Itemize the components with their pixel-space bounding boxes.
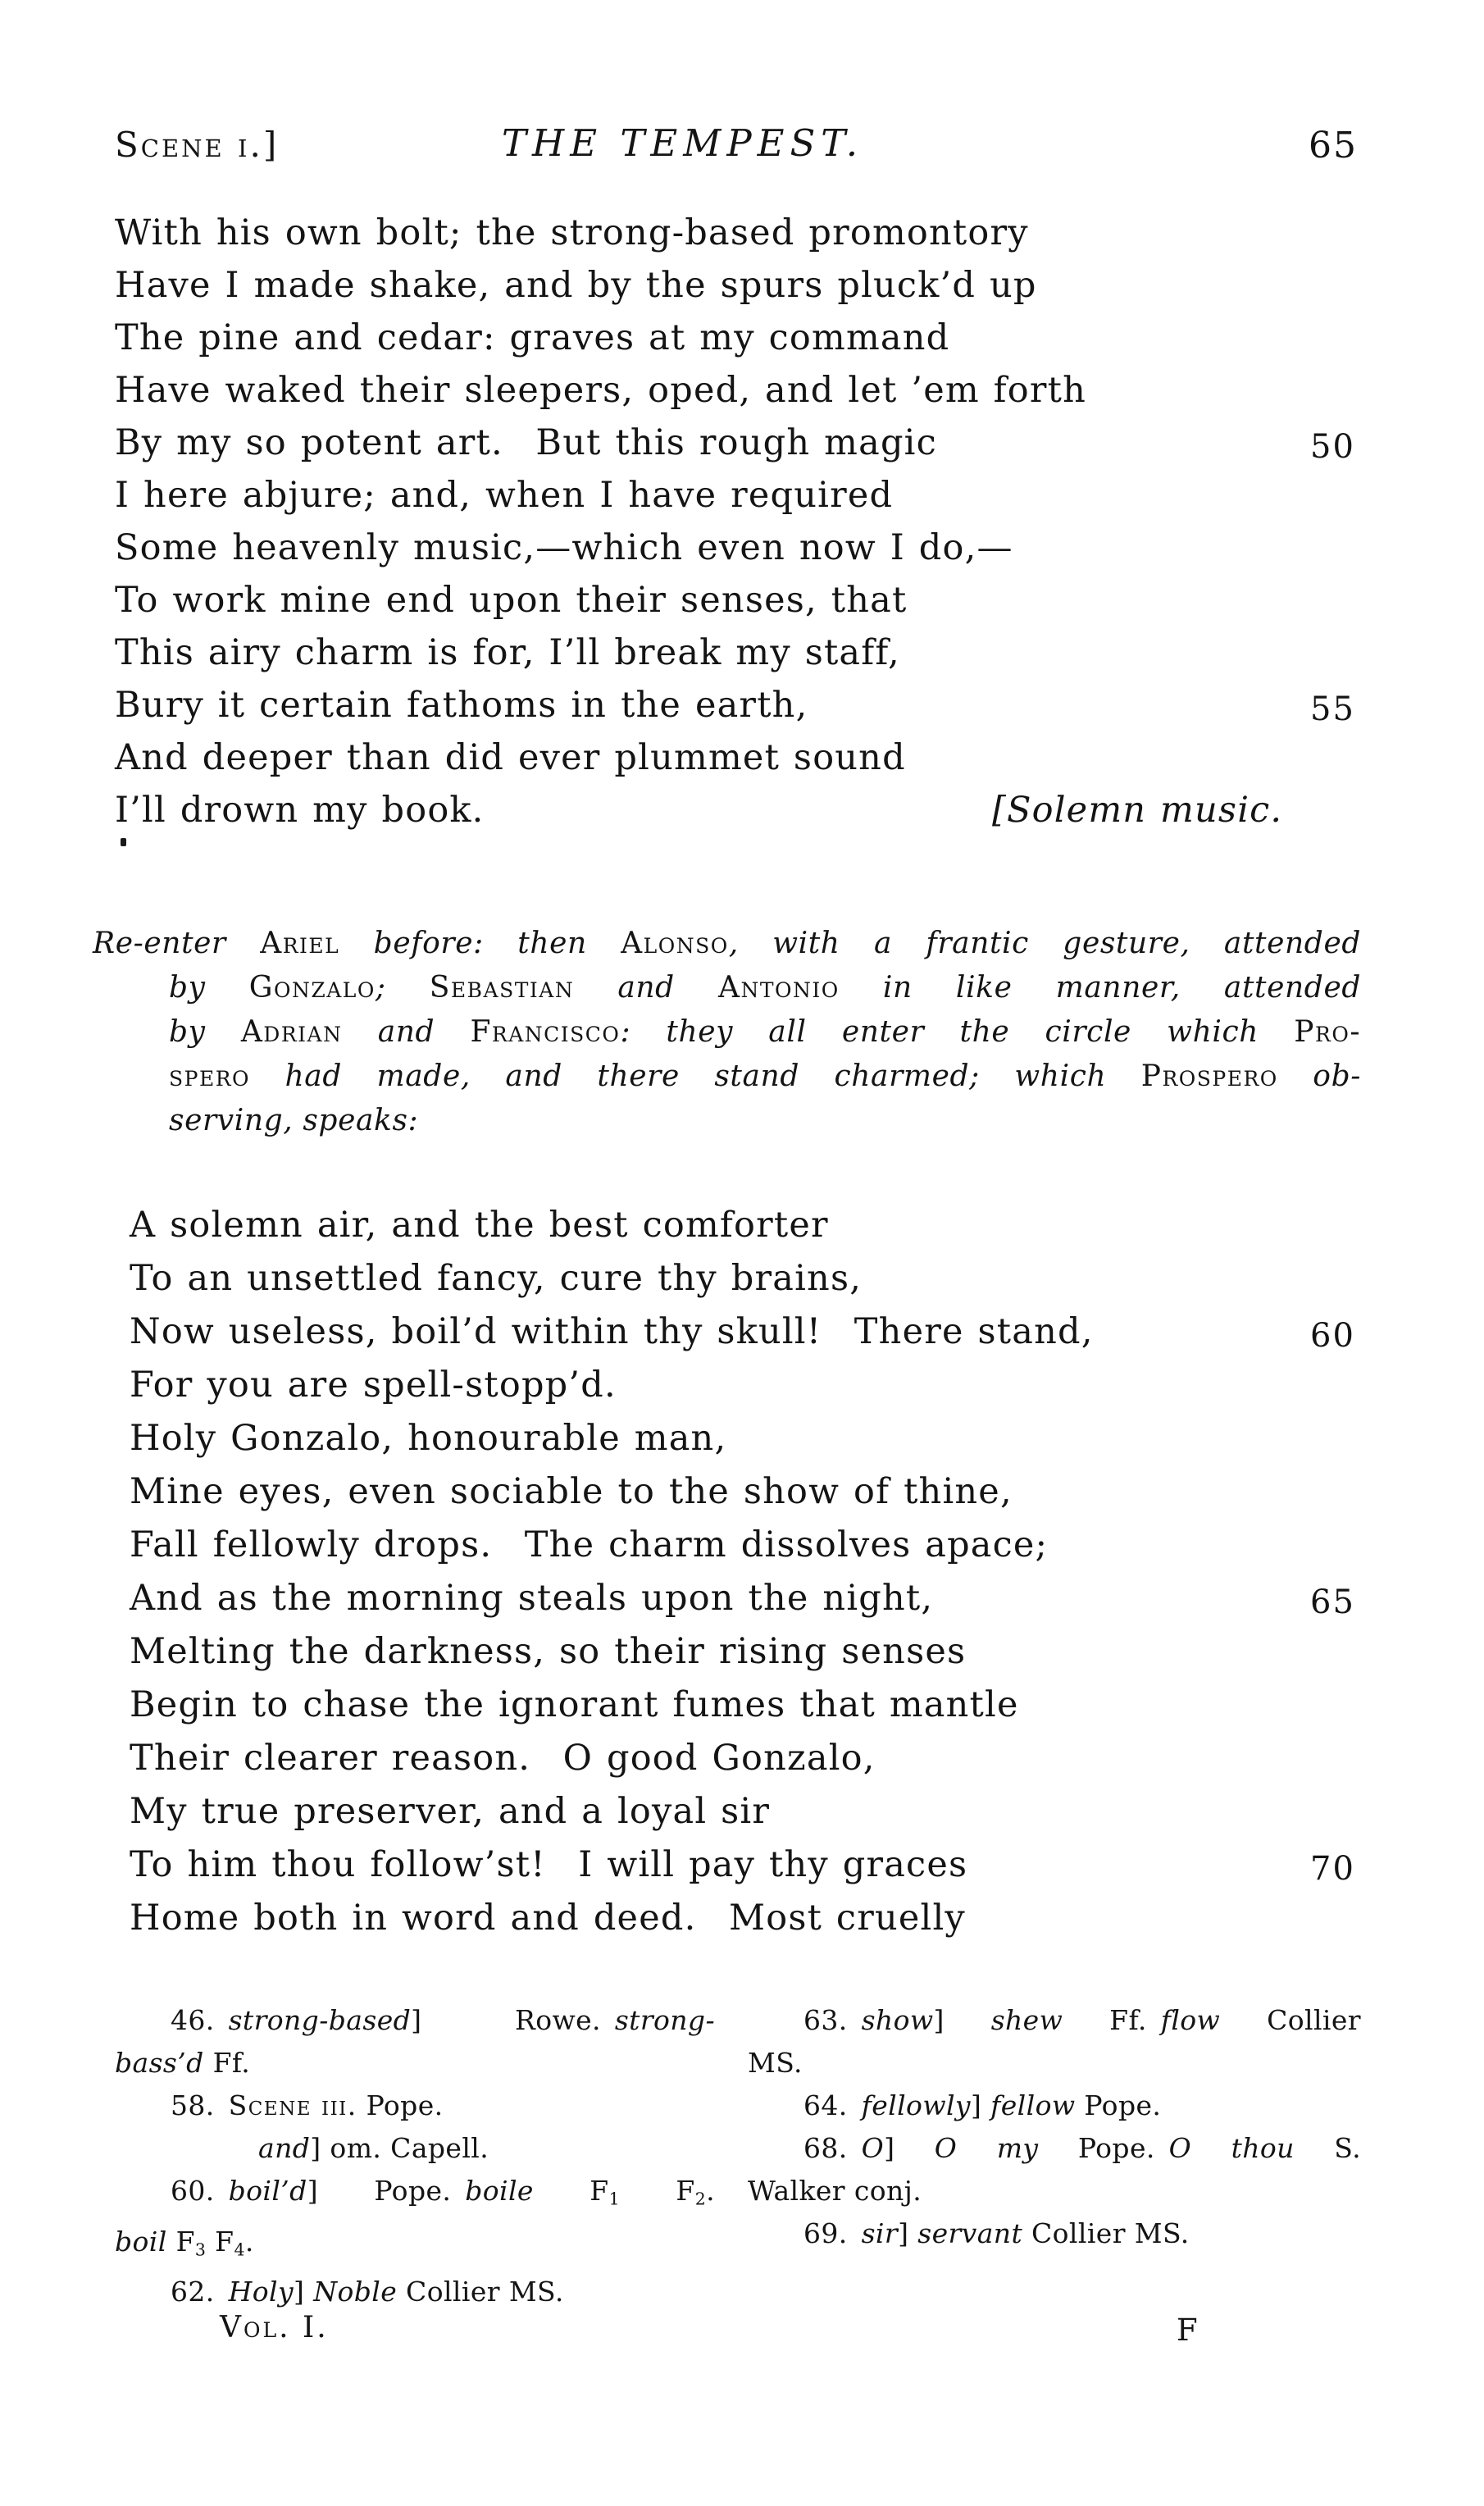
verse-line-text: Bury it certain fathoms in the earth, xyxy=(115,685,808,726)
text-segment: F xyxy=(619,2175,695,2207)
verse-line-text: Have waked their sleepers, oped, and let ’em forth xyxy=(115,370,1087,411)
verse-line xyxy=(115,731,1086,784)
text-segment: show xyxy=(861,2004,934,2036)
verse-line xyxy=(130,1252,1094,1305)
text-segment: Antonio xyxy=(717,971,840,1005)
footnotes-left-column xyxy=(115,1999,715,2313)
margin-line-number: 70 xyxy=(1310,1850,1355,1888)
text-segment: Collier MS. xyxy=(1022,2217,1190,2249)
text-segment: fellowly xyxy=(861,2089,971,2121)
text-segment: ] Pope. xyxy=(307,2175,466,2207)
footnote-line xyxy=(115,2085,715,2127)
text-segment: 69. xyxy=(803,2217,862,2249)
verse-line-text: A solemn air, and the best comforter xyxy=(130,1205,829,1246)
footnote-line xyxy=(748,2085,1361,2127)
text-segment: Pro- xyxy=(1294,1015,1361,1049)
text-segment: 58. xyxy=(171,2089,229,2121)
text-segment: before: then xyxy=(339,927,621,960)
text-segment: Ff. xyxy=(203,2047,251,2079)
verse-line xyxy=(115,469,1086,522)
text-segment: Pope. xyxy=(1075,2089,1162,2121)
text-segment: boil’d xyxy=(228,2175,307,2207)
verse-line xyxy=(115,574,1086,626)
verse-line xyxy=(115,417,1355,469)
verse-line xyxy=(130,1625,1094,1679)
text-segment: ] xyxy=(970,2089,991,2121)
verse-line xyxy=(130,1785,1094,1838)
verse-line-text: The pine and cedar: graves at my command xyxy=(115,317,950,358)
volume-label: Vol. I. xyxy=(220,2311,329,2344)
verse-line-text: With his own bolt; the strong-based promontory xyxy=(115,212,1029,253)
verse-line-text: Mine eyes, even sociable to the show of thine, xyxy=(130,1471,1013,1512)
text-segment: . xyxy=(244,2225,254,2258)
verse-line-text: To work mine end upon their senses, that xyxy=(115,580,908,621)
text-segment: O thou xyxy=(1168,2132,1295,2164)
verse-line-text: By my so potent art. But this rough magic xyxy=(115,422,937,463)
text-segment: Alonso xyxy=(621,927,729,960)
text-segment: 46. xyxy=(171,2004,229,2036)
text-segment: and xyxy=(574,971,718,1005)
text-segment: Prospero xyxy=(1140,1059,1278,1093)
text-segment: had made, and there stand charmed; which xyxy=(250,1059,1141,1093)
text-segment: Francisco xyxy=(470,1015,621,1049)
text-segment: 68. xyxy=(803,2132,862,2164)
verse-line-text: My true preserver, and a loyal sir xyxy=(130,1791,771,1832)
verse-line xyxy=(115,259,1086,312)
verse-line xyxy=(115,522,1086,574)
text-segment: ] xyxy=(294,2276,314,2308)
verse-line xyxy=(115,312,1086,364)
text-segment: 60. xyxy=(171,2175,229,2207)
text-segment: by xyxy=(169,1015,241,1049)
verse-line xyxy=(115,207,1086,259)
verse-line-text: I’ll drown my book. xyxy=(115,790,485,831)
stage-direction-line xyxy=(93,1055,1361,1099)
verse-line-text: To an unsettled fancy, cure thy brains, xyxy=(130,1258,863,1299)
verse-line-text: This airy charm is for, I’ll break my staff, xyxy=(115,632,900,673)
stage-direction-line xyxy=(93,966,1361,1010)
footnote-line xyxy=(748,2042,1361,2085)
text-segment: spero xyxy=(169,1059,251,1093)
margin-line-number: 50 xyxy=(1310,428,1355,466)
text-segment: and xyxy=(342,1015,471,1049)
text-segment: fellow xyxy=(990,2089,1076,2121)
stage-direction-line xyxy=(93,922,1361,966)
footnote-line xyxy=(748,2212,1361,2255)
verse-line-text: For you are spell-stopp’d. xyxy=(130,1365,617,1406)
verse-line-text: I here abjure; and, when I have required xyxy=(115,475,894,516)
running-scene-label: Scene i.] xyxy=(115,125,280,165)
text-segment: ] xyxy=(898,2217,918,2249)
text-segment: Collier MS. xyxy=(397,2276,564,2308)
text-segment: 1 xyxy=(608,2189,620,2209)
text-segment: Walker conj. xyxy=(748,2175,922,2207)
text-segment: ] Rowe. xyxy=(411,2004,615,2036)
footnote-line xyxy=(115,1999,715,2042)
text-segment: boil xyxy=(115,2225,167,2258)
verse-line xyxy=(115,364,1086,417)
verse-line xyxy=(130,1572,1355,1625)
verse-line xyxy=(130,1519,1094,1572)
text-segment: serving, speaks: xyxy=(169,1104,419,1137)
text-segment: , with a frantic gesture, attended xyxy=(728,927,1361,960)
footnote-line xyxy=(748,2127,1361,2170)
footnotes-right-column xyxy=(748,1999,1361,2255)
text-segment: MS. xyxy=(748,2047,803,2079)
verse-line xyxy=(130,1199,1094,1252)
verse-line xyxy=(130,1412,1094,1465)
text-segment: 62. xyxy=(171,2276,229,2308)
text-segment: ] xyxy=(933,2004,991,2036)
verse-line-text: Home both in word and deed. Most cruelly xyxy=(130,1898,966,1939)
text-segment: boile xyxy=(465,2175,534,2207)
text-segment: Holy xyxy=(228,2276,294,2308)
verse-line-text: Some heavenly music,—which even now I do,— xyxy=(115,527,1013,568)
verse-line xyxy=(130,1305,1355,1359)
signature-mark: F xyxy=(1177,2312,1198,2348)
text-segment: ] om. Capell. xyxy=(310,2132,489,2164)
text-segment: shew xyxy=(990,2004,1063,2036)
margin-line-number: 60 xyxy=(1310,1317,1355,1355)
text-segment: and xyxy=(258,2132,311,2164)
text-segment: 3 xyxy=(194,2239,207,2260)
text-segment: Noble xyxy=(313,2276,398,2308)
text-segment: 64. xyxy=(803,2089,862,2121)
text-segment: Pope. xyxy=(1038,2132,1169,2164)
text-segment: F xyxy=(166,2225,195,2258)
text-segment: sir xyxy=(861,2217,899,2249)
text-segment: 63. xyxy=(803,2004,862,2036)
prospero-speech-block-2 xyxy=(130,1199,1355,1945)
verse-line-text: Begin to chase the ignorant fumes that mantle xyxy=(130,1684,1019,1725)
text-segment: ] xyxy=(884,2132,935,2164)
footnote-line xyxy=(748,2170,1361,2212)
verse-line-text: Now useless, boil’d within thy skull! There stand, xyxy=(130,1311,1094,1352)
footnote-line xyxy=(115,2042,715,2085)
text-segment: strong- xyxy=(614,2004,715,2036)
running-title: THE TEMPEST. xyxy=(502,121,864,165)
verse-line xyxy=(115,679,1355,731)
verse-line xyxy=(115,626,1086,679)
text-segment: F xyxy=(206,2225,234,2258)
verse-line-text: Have I made shake, and by the spurs pluck’d up xyxy=(115,265,1037,306)
text-segment: : they all enter the circle which xyxy=(620,1015,1295,1049)
text-segment: F xyxy=(533,2175,609,2207)
verse-line-text: Holy Gonzalo, honourable man, xyxy=(130,1418,727,1459)
margin-line-number: 65 xyxy=(1310,1583,1355,1621)
verse-line xyxy=(130,1359,1094,1412)
footnote-line xyxy=(115,2170,715,2221)
verse-line xyxy=(115,784,1283,836)
text-segment: by xyxy=(169,971,249,1005)
verse-line-text: And deeper than did ever plummet sound xyxy=(115,737,906,778)
text-segment: . xyxy=(706,2175,716,2207)
stage-direction-line xyxy=(93,1010,1361,1055)
prospero-speech-block-1 xyxy=(115,207,1355,836)
text-segment: S. xyxy=(1294,2132,1361,2164)
text-segment: 2 xyxy=(694,2189,707,2209)
text-segment: ; xyxy=(375,971,430,1005)
text-segment: Pope. xyxy=(357,2089,444,2121)
margin-line-number: 55 xyxy=(1310,690,1355,728)
verse-line-text: Fall fellowly drops. The charm dissolves apace; xyxy=(130,1524,1049,1565)
text-segment: strong-based xyxy=(228,2004,412,2036)
verse-line xyxy=(130,1732,1094,1785)
text-segment: Ff. xyxy=(1063,2004,1161,2036)
page-number: 65 xyxy=(1309,125,1358,166)
text-segment: O xyxy=(861,2132,885,2164)
footnote-line xyxy=(115,2221,715,2271)
text-segment: Re-enter xyxy=(93,927,261,960)
stage-direction-line xyxy=(93,1099,1361,1143)
footnote-line xyxy=(115,2127,715,2170)
text-segment: Adrian xyxy=(240,1015,343,1049)
ink-speck xyxy=(121,838,126,846)
verse-line xyxy=(130,1465,1094,1519)
footnote-line xyxy=(115,2271,715,2313)
verse-line-text: And as the morning steals upon the night, xyxy=(130,1578,934,1619)
text-segment: bass’d xyxy=(115,2047,204,2079)
text-segment: ob- xyxy=(1277,1059,1361,1093)
text-segment: in like manner, attended xyxy=(839,971,1361,1005)
verse-line-text: Melting the darkness, so their rising senses xyxy=(130,1631,967,1672)
text-segment: Scene iii. xyxy=(228,2089,357,2121)
text-segment: O my xyxy=(934,2132,1039,2164)
stage-direction xyxy=(93,922,1361,1143)
verse-line xyxy=(130,1892,1094,1945)
text-segment: Collier xyxy=(1220,2004,1361,2036)
footnote-line xyxy=(748,1999,1361,2042)
text-segment: 4 xyxy=(234,2239,245,2260)
verse-line xyxy=(130,1679,1094,1732)
text-segment: Sebastian xyxy=(429,971,575,1005)
text-segment: Gonzalo xyxy=(248,971,376,1005)
text-segment: servant xyxy=(917,2217,1023,2249)
text-segment: flow xyxy=(1160,2004,1221,2036)
verse-line xyxy=(130,1838,1355,1892)
verse-line-text: To him thou follow’st! I will pay thy graces xyxy=(130,1844,968,1885)
inline-stage-cue: [Solemn music. xyxy=(992,790,1283,831)
text-segment: Ariel xyxy=(260,927,340,960)
verse-line-text: Their clearer reason. O good Gonzalo, xyxy=(130,1738,876,1779)
